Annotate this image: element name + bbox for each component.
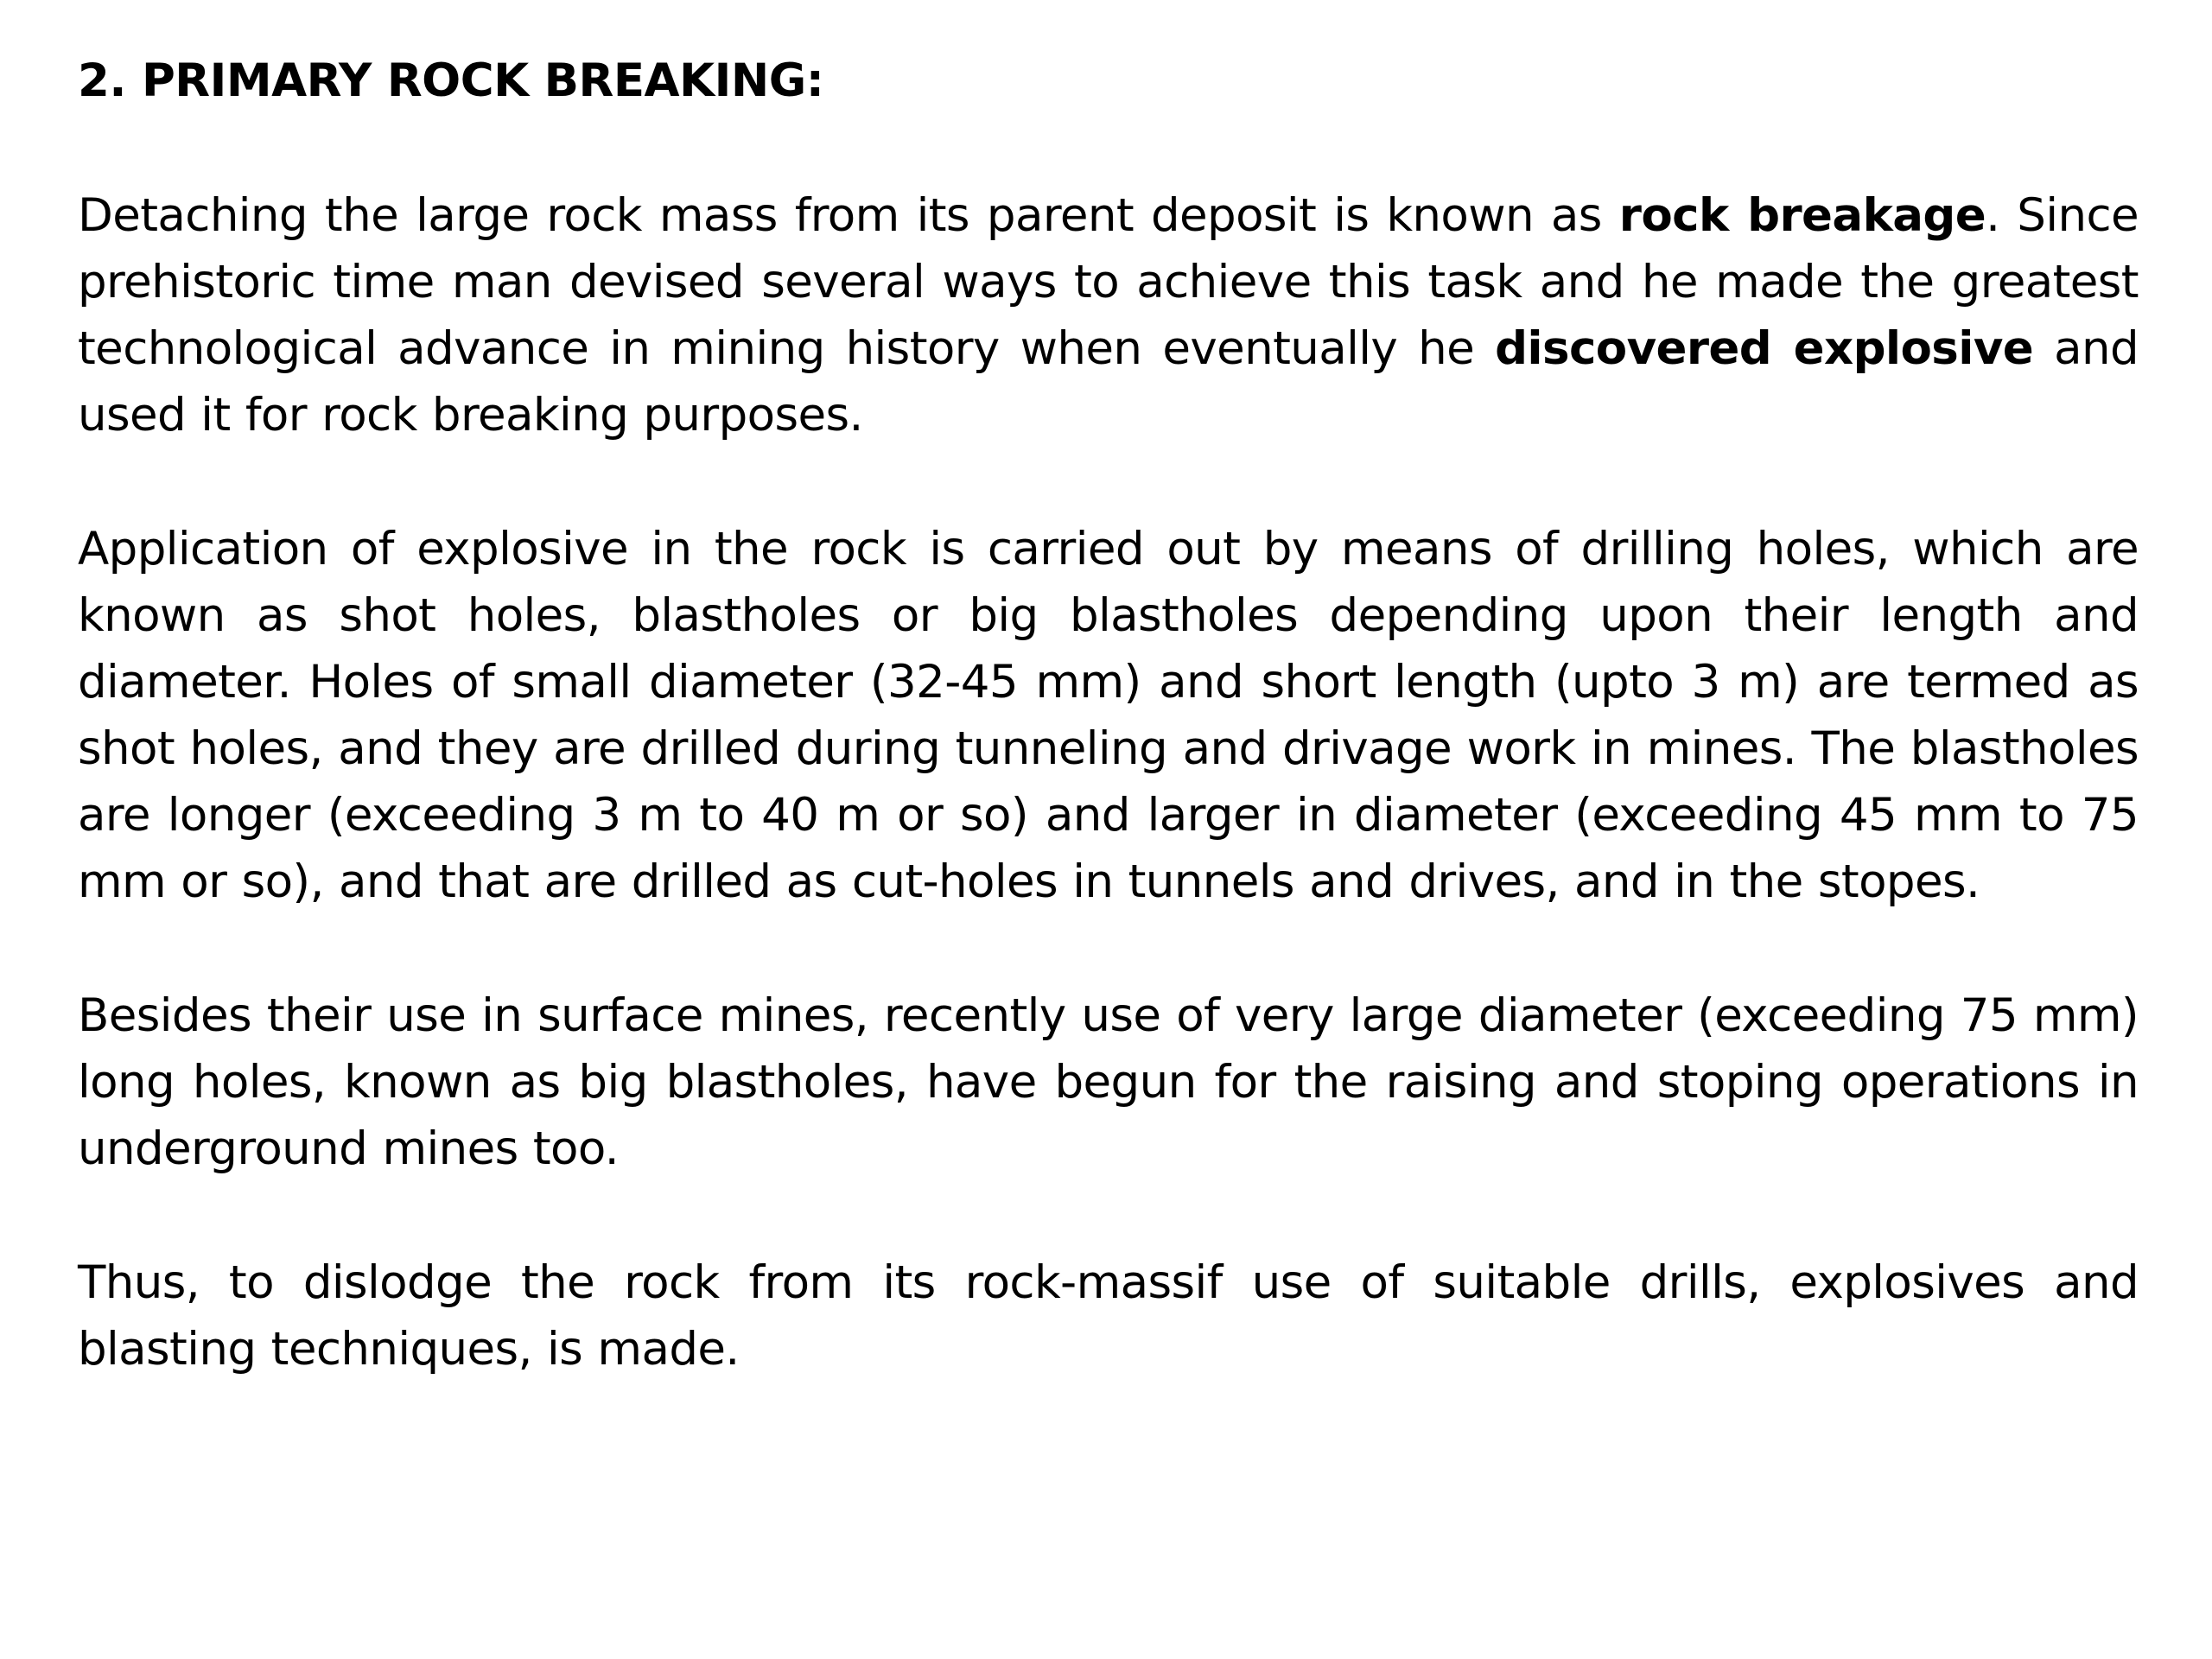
paragraph-rock-breakage: [78, 182, 2139, 448]
section-heading: 2. PRIMARY ROCK BREAKING:: [78, 54, 824, 107]
paragraph-application-of-explosive: Application of explosive in the rock is carried out by means of drilling holes, which are known as shot holes, blastholes or big blastholes depending upon their length and diameter. Holes of small diameter (32-45 mm) and short length (upto 3 m) are termed as shot holes, and they are drilled during tunneling and drivage work in mines. The blastholes are longer (exceeding 3 m to 40 m or so) and larger in diameter (exceeding 45 mm to 75 mm or so), and that are drilled as cut-holes in tunnels and drives, and in the stopes.: [78, 523, 2139, 908]
bold-term-discovered-explosive: discovered explosive: [1495, 322, 2034, 375]
paragraph-conclusion: Thus, to dislodge the rock from its rock-massif use of suitable drills, explosives and blasting techniques, is made.: [78, 1256, 2139, 1376]
paragraph-text: Detaching the large rock mass from its parent deposit is known as: [78, 189, 1619, 242]
paragraph-text: . Since prehistoric time man devised several ways to achieve this task and he made the greatest technological advance in mining history when eventually he: [78, 189, 2139, 375]
paragraph-text: and used it for rock breaking purposes.: [78, 322, 2139, 442]
bold-term-rock-breakage: rock breakage: [1618, 189, 1986, 242]
paragraph-big-blastholes: Besides their use in surface mines, recently use of very large diameter (exceeding 75 mm) long holes, known as big blastholes, have begun for the raising and stoping operations in underground mines too.: [78, 989, 2139, 1175]
